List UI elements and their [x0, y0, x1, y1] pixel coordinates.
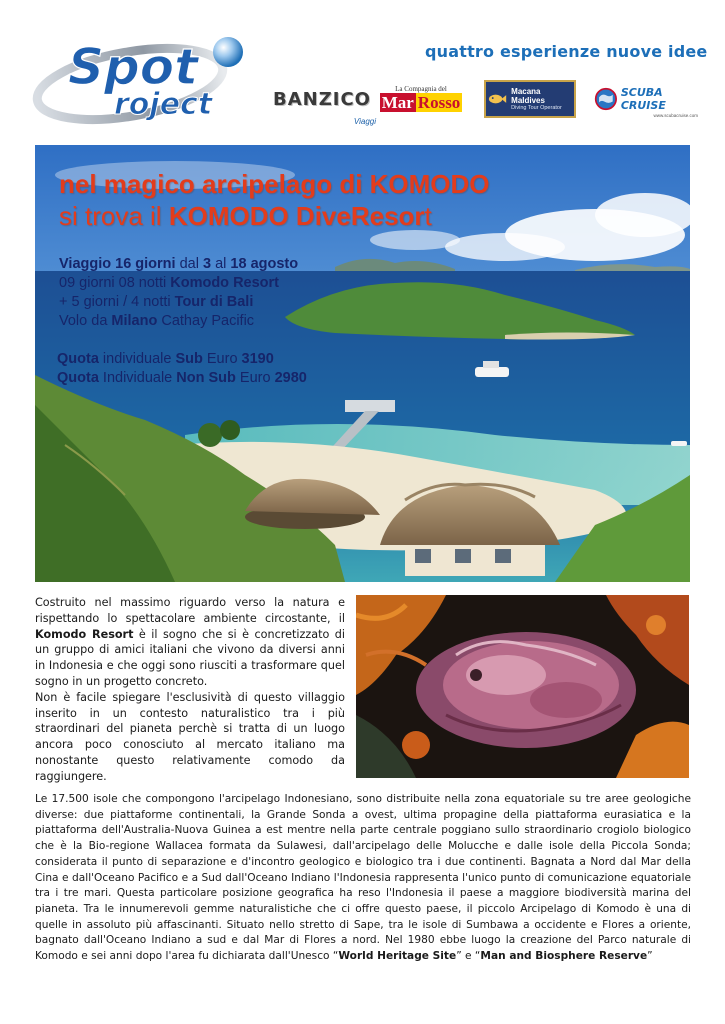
spot-project-logo-graphic: [32, 26, 252, 126]
reef-image: [356, 595, 689, 778]
macana-desc: Diving Tour Operator: [511, 105, 562, 111]
macana-name: Macana Maldives: [511, 87, 545, 105]
svg-text:roject: roject: [114, 87, 213, 122]
trip-details: [59, 255, 298, 331]
hero-image: [35, 145, 690, 582]
quota-non-sub: Quota Individuale Non Sub Euro 2980: [57, 370, 307, 386]
price-quotes: [57, 350, 307, 388]
trip-bali-tour: + 5 giorni / 4 notti Tour di Bali: [59, 294, 254, 310]
mar-rosso-logo: [380, 80, 462, 118]
scuba-cruise-url: www.scubacruise.com: [653, 113, 698, 118]
svg-text:Spot: Spot: [68, 38, 199, 96]
globe-icon: [594, 85, 618, 113]
intro-paragraph-1: Costruito nel massimo riguardo verso la natura e rispettando lo spettacolare ambiente circostante, il Komodo Resort è il sogno che si è concretizzato di un gruppo di amici italiani che vivono da diversi anni in Indonesia e che oggi sono riusciti a trasformare quel sogno in un progetto concreto.: [35, 596, 345, 688]
trip-resort-stay: 09 giorni 08 notti Komodo Resort: [59, 275, 279, 291]
fish-icon: [486, 88, 507, 110]
scuba-cruise-name: SCUBA CRUISE: [620, 86, 666, 112]
banzico-name: BANZICO: [273, 88, 371, 110]
mar-rosso-top: La Compagnia del: [395, 85, 447, 93]
quota-sub: Quota individuale Sub Euro 3190: [57, 351, 274, 367]
mar-rosso-name: Mar Rosso: [381, 93, 461, 112]
partner-logos: [272, 80, 698, 126]
intro-paragraph-2: Non è facile spiegare l'esclusività di questo villaggio inserito in un contesto naturalistico tra i più straordinari del pianeta perchè si tratta di un luogo ancora poco conosciuto al mercato italiano ma nonostante questo relativamente comodo da raggiungere.: [35, 690, 345, 783]
macana-maldives-logo: [484, 80, 576, 118]
trip-duration: Viaggio 16 giorni dal 3 al 18 agosto: [59, 256, 299, 272]
trip-flight: Volo da Milano Cathay Pacific: [59, 313, 255, 329]
intro-text: [35, 595, 345, 785]
tagline: quattro esperienze nuove idee: [425, 42, 708, 61]
scorpionfish-photo: [356, 595, 689, 778]
banzico-logo: [272, 80, 376, 126]
scuba-cruise-logo: [594, 80, 698, 118]
banzico-sub: Viaggi: [353, 117, 376, 126]
hero-subtitle: si trova il KOMODO DiveResort: [59, 201, 432, 231]
indonesia-description: Le 17.500 isole che compongono l'arcipelago Indonesiano, sono distribuite nella zona equatoriale su tre aree geologiche diverse: due piattaforme continentali, la Grande Sonda a ovest, ultima propagine della piattaforma eurasiatica e la piattaforma dell'Australia-Nuova Guinea a est mentre nella parte centrale poggiano sullo straordinario crogiolo biologico che è la Bio-regione Wallacea formata da Sulawesi, dall'arcipelago delle Molucche e dalle isole della Piccola Sonda; considerata il punto di separazione e d'incontro geologico e biologico tra i due continenti. Bagnata a Nord dal Mar della Cina e dall'Oceano Pacifico e a Sud dall'Oceano Indiano l'Indonesia rappresenta l'unico punto di comunicazione equatoriale tra i tre mari. Questa particolare posizione geografica ha reso l'Indonesia il paese a maggiore biodiversità marina del pianeta. Tra le innumerevoli gemme naturalistiche che ci offre questo paese, il piccolo Arcipelago di Komodo è una di quelle in assoluto più affascinanti. Situato nello stretto di Sape, tra le isole di Sumbawa a occidente e Flores a oriente, bagnato dall'Oceano Indiano a sud e dal Mar di Flores a nord. Nel 1980 ebbe luogo la creazione del Parco naturale di Komodo e sei anni dopo l'area fu dichiarata dall'Unesco “World Heritage Site” e “Man and Biosphere Reserve”: [35, 793, 691, 963]
spot-project-logo: [32, 26, 252, 126]
hero-title: nel magico arcipelago di KOMODO: [59, 169, 490, 199]
